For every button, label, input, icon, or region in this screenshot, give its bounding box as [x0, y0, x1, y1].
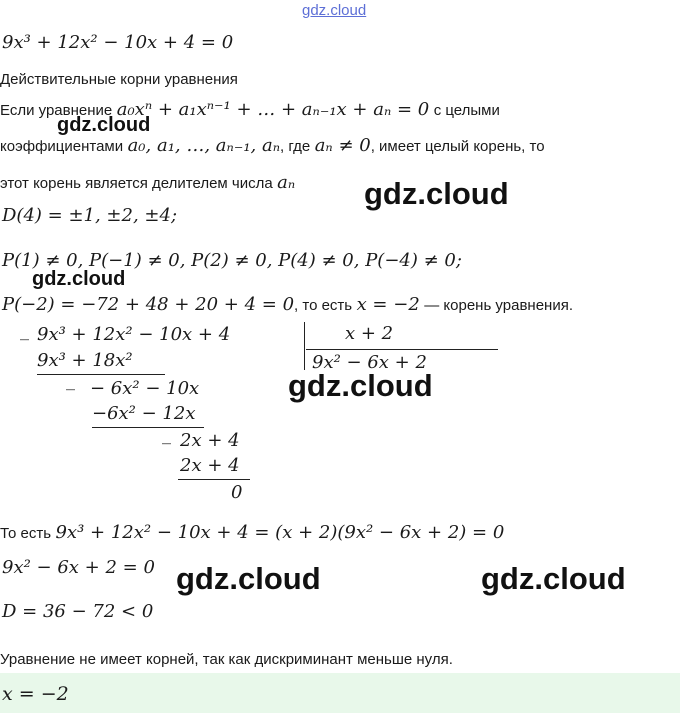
division-bar-vertical: [304, 322, 305, 370]
theorem-line-3: [0, 172, 295, 193]
factored-text: То есть: [0, 525, 52, 542]
theorem-coeffs: a₀, a₁, …, aₙ₋₁, aₙ: [127, 135, 281, 156]
division-sub-3: 2x + 4: [180, 455, 240, 476]
discriminant: D = 36 − 72 < 0: [2, 601, 154, 622]
division-minus-2: _: [66, 370, 75, 391]
division-sub-2: −6x² − 12x: [92, 403, 196, 424]
watermark-2: gdz.cloud: [364, 176, 509, 211]
division-minus-1: _: [20, 320, 29, 341]
theorem-cond: aₙ ≠ 0: [314, 135, 371, 156]
heading: Действительные корни уравнения: [0, 71, 238, 88]
root-check-text1: , то есть: [294, 297, 353, 314]
answer: x = −2: [2, 683, 69, 705]
theorem-line2-end: , имеет целый корень, то: [370, 138, 545, 155]
root-check: [2, 294, 573, 315]
theorem-line3-text: этот корень является делителем числа: [0, 175, 273, 192]
root-check-text2: — корень уравнения.: [424, 297, 573, 314]
watermark-1: gdz.cloud: [57, 114, 151, 136]
division-divisor: x + 2: [345, 323, 394, 344]
division-underline-1: [37, 374, 165, 375]
checks: P(1) ≠ 0, P(−1) ≠ 0, P(2) ≠ 0, P(4) ≠ 0, P(−4) ≠ 0;: [2, 250, 462, 271]
theorem-prefix: Если уравнение: [0, 102, 113, 119]
theorem-line2-prefix: коэффициентами: [0, 138, 124, 155]
division-rem-2: 2x + 4: [180, 430, 240, 451]
division-bar-horizontal: [306, 349, 498, 350]
theorem-poly: a₀xⁿ + a₁xⁿ⁻¹ + … + aₙ₋₁x + aₙ = 0: [116, 99, 430, 120]
division-rem-1: − 6x² − 10x: [90, 378, 200, 399]
watermark-3: gdz.cloud: [32, 268, 126, 290]
watermark-5: gdz.cloud: [176, 561, 321, 596]
division-quotient: 9x² − 6x + 2: [312, 352, 427, 373]
factored: [0, 522, 504, 543]
watermark-top: gdz.cloud: [302, 2, 367, 19]
root-check-math: P(−2) = −72 + 48 + 20 + 4 = 0: [2, 294, 295, 315]
quadratic: 9x² − 6x + 2 = 0: [2, 557, 155, 578]
watermark-4: gdz.cloud: [288, 368, 433, 403]
theorem-line2-mid: , где: [280, 138, 311, 155]
division-underline-3: [178, 479, 250, 480]
factored-math: 9x³ + 12x² − 10x + 4 = (x + 2)(9x² − 6x + 2) = 0: [55, 522, 505, 543]
division-underline-2: [92, 427, 204, 428]
division-dividend: 9x³ + 12x² − 10x + 4: [37, 324, 231, 345]
division-rem-3: 0: [231, 482, 243, 503]
division-minus-3: _: [162, 424, 171, 445]
watermark-6: gdz.cloud: [481, 561, 626, 596]
division-sub-1: 9x³ + 18x²: [37, 350, 133, 371]
theorem-mid: с целыми: [433, 102, 500, 119]
theorem-line3-math: aₙ: [277, 172, 296, 193]
theorem-line-2: [0, 135, 545, 156]
equation: 9x³ + 12x² − 10x + 4 = 0: [2, 32, 234, 53]
root-check-math2: x = −2: [356, 294, 420, 315]
answer-box: [0, 673, 680, 713]
divisors: D(4) = ±1, ±2, ±4;: [2, 205, 178, 226]
conclusion: Уравнение не имеет корней, так как дискриминант меньше нуля.: [0, 651, 453, 668]
